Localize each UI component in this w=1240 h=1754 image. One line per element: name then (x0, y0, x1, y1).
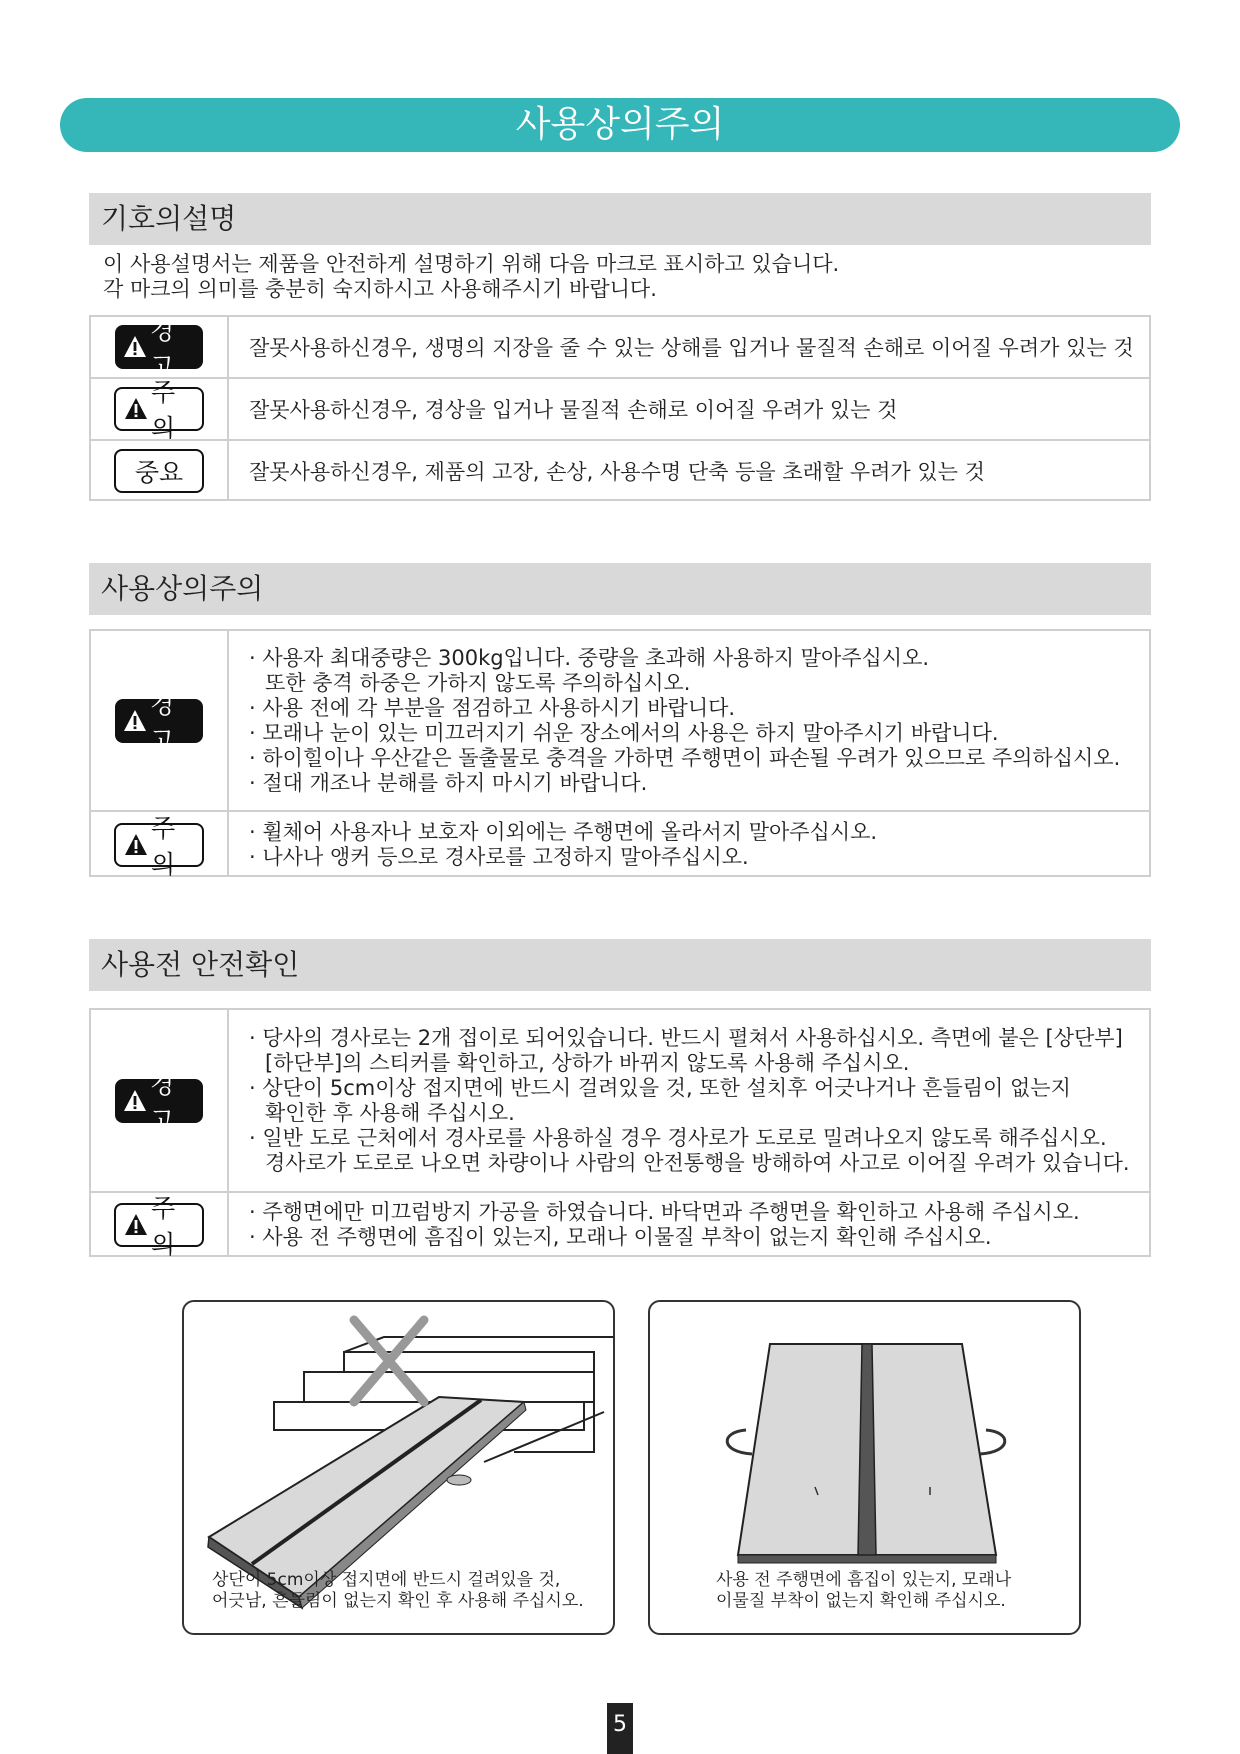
warning-triangle-icon (124, 833, 148, 857)
section-heading-symbols: 기호의설명 (89, 193, 1151, 245)
symbol-row-warning (91, 316, 1149, 381)
list-item: 경사로가 도로로 나오면 차량이나 사람의 안전통행을 방해하여 사고로 이어질 우려가 있습니다. (265, 1150, 1130, 1175)
warning-triangle-icon (124, 1213, 148, 1237)
caption-line: 이물질 부착이 없는지 확인해 주십시오. (716, 1591, 1006, 1611)
important-badge: 중요 (114, 449, 204, 493)
list-item: · 모래나 눈이 있는 미끄러지기 쉬운 장소에서의 사용은 하지 말아주시기 바랍니다. (249, 720, 999, 745)
illustration-caption (212, 1570, 584, 1612)
symbol-description: 잘못사용하신경우, 생명의 지장을 줄 수 있는 상해를 입거나 물질적 손해로 이어질 우려가 있는 것 (249, 336, 1134, 360)
symbol-row-caution (91, 377, 1149, 443)
precaution-row-caution (91, 810, 1149, 877)
illustration-surface-inspection (648, 1300, 1081, 1635)
symbol-row-important (91, 439, 1149, 501)
badge-label: 경고 (150, 316, 175, 381)
symbols-intro (103, 252, 839, 302)
list-item: · 사용 전 주행면에 흠집이 있는지, 모래나 이물질 부착이 없는지 확인해 주십시오. (249, 1225, 992, 1249)
safety-caution-list (249, 1200, 1080, 1250)
precaution-row-warning (91, 631, 1149, 810)
warning-badge (115, 689, 203, 755)
warning-triangle-icon (123, 335, 147, 359)
list-item: · 일반 도로 근처에서 경사로를 사용하실 경우 경사로가 도로로 밀려나오지 않도록 해주십시오. (249, 1125, 1107, 1150)
safety-check-table (89, 1008, 1151, 1257)
list-item: · 하이힐이나 우산같은 돌출물로 충격을 가하면 주행면이 파손될 우려가 있으므로 주의하십시오. (249, 745, 1121, 770)
badge-label: 경고 (150, 689, 175, 755)
section-heading-safety-check: 사용전 안전확인 (89, 939, 1151, 991)
safety-row-caution (91, 1191, 1149, 1257)
caption-line: 사용 전 주행면에 흠집이 있는지, 모래나 (716, 1570, 1012, 1590)
intro-line: 이 사용설명서는 제품을 안전하게 설명하기 위해 다음 마크로 표시하고 있습니다. (103, 252, 840, 276)
illustration-incorrect-installation (182, 1300, 615, 1635)
page-title-banner (60, 98, 1180, 152)
section-heading-precautions: 사용상의주의 (89, 563, 1151, 615)
list-item: · 당사의 경사로는 2개 접이로 되어있습니다. 반드시 펼쳐서 사용하십시오. 측면에 붙은 [상단부] (249, 1025, 1123, 1050)
list-item: [하단부]의 스티커를 확인하고, 상하가 바뀌지 않도록 사용해 주십시오. (265, 1050, 910, 1075)
warning-triangle-icon (124, 397, 148, 421)
illustration-caption (716, 1570, 1011, 1612)
badge-label: 주의 (151, 378, 176, 443)
caution-badge (114, 813, 204, 879)
symbol-description: 잘못사용하신경우, 제품의 고장, 손상, 사용수명 단축 등을 초래할 우려가 있는 것 (249, 460, 985, 484)
precautions-table (89, 629, 1151, 877)
list-item: · 상단이 5cm이상 접지면에 반드시 걸려있을 것, 또한 설치후 어긋나거나 흔들림이 없는지 (249, 1075, 1071, 1100)
caption-line: 어긋남, 흔들림이 없는지 확인 후 사용해 주십시오. (212, 1591, 584, 1611)
safety-warning-list (249, 1026, 1130, 1176)
intro-line: 각 마크의 의미를 충분히 숙지하시고 사용해주시기 바랍니다. (103, 277, 657, 301)
warning-triangle-icon (123, 709, 147, 733)
page-title: 사용상의주의 (515, 104, 725, 145)
symbol-description: 잘못사용하신경우, 경상을 입거나 물질적 손해로 이어질 우려가 있는 것 (249, 398, 898, 422)
list-item: · 사용자 최대중량은 300kg입니다. 중량을 초과해 사용하지 말아주십시오. (249, 645, 930, 670)
page-number: 5 (607, 1703, 633, 1754)
list-item: · 휠체어 사용자나 보호자 이외에는 주행면에 올라서지 말아주십시오. (249, 819, 878, 844)
caption-line: 상단이 5cm이상 접지면에 반드시 걸려있을 것, (212, 1570, 561, 1590)
warning-badge (115, 316, 203, 381)
symbols-table (89, 315, 1151, 501)
badge-label: 주의 (151, 813, 176, 879)
list-item: 또한 충격 하중은 가하지 않도록 주의하십시오. (265, 670, 691, 695)
precaution-warning-list (249, 646, 1120, 796)
badge-label: 경고 (150, 1069, 175, 1135)
list-item: · 사용 전에 각 부분을 점검하고 사용하시기 바랍니다. (249, 695, 736, 720)
list-item: 확인한 후 사용해 주십시오. (265, 1100, 515, 1125)
precaution-caution-list (249, 820, 877, 870)
warning-triangle-icon (123, 1089, 147, 1113)
caution-badge (114, 378, 204, 443)
list-item: · 절대 개조나 분해를 하지 마시기 바랍니다. (249, 770, 648, 795)
badge-label: 주의 (151, 1194, 176, 1259)
safety-row-warning (91, 1010, 1149, 1191)
warning-badge (115, 1069, 203, 1135)
list-item: · 나사나 앵커 등으로 경사로를 고정하지 말아주십시오. (249, 844, 749, 869)
list-item: · 주행면에만 미끄럼방지 가공을 하였습니다. 바닥면과 주행면을 확인하고 사용해 주십시오. (249, 1200, 1080, 1224)
caution-badge (114, 1194, 204, 1259)
